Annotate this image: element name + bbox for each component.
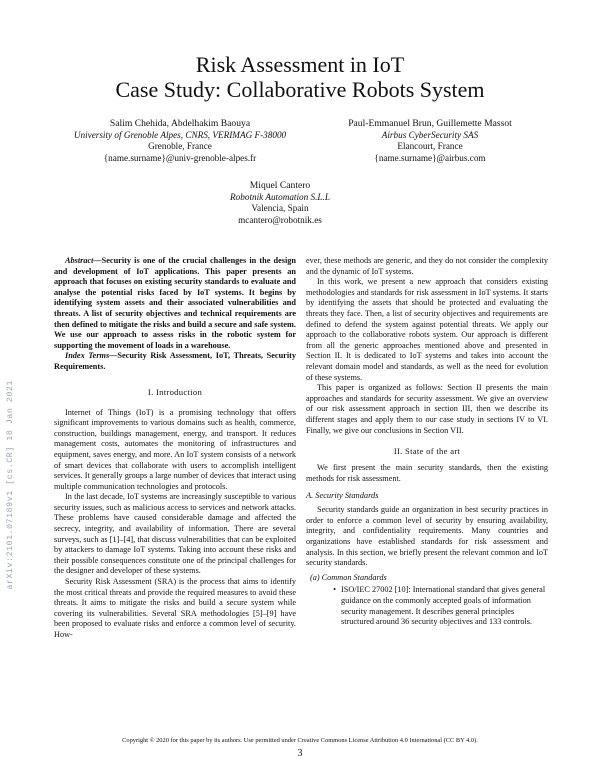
paragraph: In the last decade, IoT systems are increasingly susceptible to various security issues, such as malicious access to services and network attacks. These problems have caused considerable damage and affected the secrecy, integrity, and availability of information. There are several surveys, such as [1]–[4], that discuss vulnerabilities that can be exploited by attackers to damage IoT systems. Taking into account these risks and their possible consequences constitute one of the principal challenges for the designer and developer of these systems. — [54, 492, 296, 576]
author-location: Grenoble, France — [148, 141, 212, 152]
abstract-label: Abstract — [65, 256, 94, 265]
copyright-footer: Copyright © 2020 for this paper by its authors. Use permitted under Creative Commons License Attribution 4.0 International (CC BY 4.0). — [122, 737, 478, 744]
author-block-3 — [160, 180, 400, 226]
author-location: Elancourt, France — [397, 141, 463, 152]
paragraph: Security Risk Assessment (SRA) is the process that aims to identify the most critical threats and provide the required measures to avoid these threats. It aims to mitigate the risks and build a secure system while covering its vulnerabilities. Several SRA methodologies [5]–[9] have been proposed to evaluate risks and enforce a common level of security. How- — [54, 577, 296, 639]
paper-title — [0, 52, 600, 102]
author-affiliation: University of Grenoble Alpes, CNRS, VERIMAG F-38000 — [73, 129, 287, 140]
watermark-text: arXiv:2101.07189v1 [cs.CR] 18 Jan 2021 — [6, 380, 15, 590]
bullet-icon: • — [333, 585, 336, 595]
title-line-2: Case Study: Collaborative Robots System — [115, 77, 485, 102]
author-block-1 — [60, 118, 300, 164]
author-location: Valencia, Spain — [251, 203, 309, 214]
author-email: {name.surname}@univ-grenoble-alpes.fr — [103, 152, 257, 163]
list-item — [316, 585, 548, 627]
arxiv-watermark — [6, 380, 18, 680]
subsubsection-heading-common-standards: (a) Common Standards — [310, 572, 387, 582]
paragraph: Internet of Things (IoT) is a promising technology that offers significant improvements to various domains such as health, commerce, construction, buildings management, energy, and transport. It reduces management costs, automates the monitoring of infrastructures and equipment, saves energy, and more. An IoT system consists of a network of smart devices that collaborate with users to accomplish intelligent services. It generally groups a large number of devices that interact using multiple communication technologies and protocols. — [54, 407, 296, 491]
paragraph: In this work, we present a new approach that considers existing methodologies and standards for risk assessment in IoT systems. It starts by identifying the assets that should be protected and evaluating the threats they face. Then, a list of security objectives and requirements are defined to defend the system against potential threats. We apply our approach to the collaborative robots system. Our approach is different from all the generic approaches mentioned above and presented in Section II. It is dedicated to IoT systems and takes into account the relevant domain model and standards, as well as the need for evolution of these systems. — [306, 277, 548, 382]
right-column — [306, 256, 548, 628]
list-item-text: ISO/IEC 27002 [10]: International standard that gives general guidance on the commonly accepted goals of information security management. It describes general principles structured around 36 security objectives and 133 controls. — [341, 585, 546, 627]
left-column — [54, 256, 296, 641]
section-heading-introduction: I. Introduction — [147, 386, 203, 397]
paragraph: Security standards guide an organization in best security practices in order to enforce a common level of security by ensuring availability, integrity, and confidentiality requirements. Many countries and organizations have established standards for risk assessment and analysis. In this section, we briefly present the relevant common and IoT security standards. — [306, 505, 548, 568]
subsection-heading-security-standards: A. Security Standards — [306, 491, 379, 501]
author-names: Salim Chehida, Abdelhakim Baouya — [109, 118, 251, 129]
author-affiliation: Airbus CyberSecurity SAS — [381, 129, 479, 140]
abstract — [54, 256, 296, 351]
paragraph: This paper is organized as follows: Section II presents the main approaches and standards for security assessment. We give an overview of our risk assessment approach in section III, then we describe its different stages and apply them to our case study in sections IV to VI. Finally, we give our conclusions in Section VII. — [306, 383, 548, 435]
abstract-text: —Security is one of the crucial challenges in the design and development of IoT applications. This paper presents an approach that focuses on existing security standards to evaluate and analyse the potential risks faced by IoT systems. It begins by identifying system assets and their associated vulnerabilities and threats. A list of security objectives and technical requirements are then defined to mitigate the risks and build a secure and safe system. We use our approach to assess risks in the robotic system for supporting the movement of loads in a warehouse. — [54, 256, 296, 350]
page-number: 3 — [297, 748, 303, 759]
paragraph: We first present the main security standards, then the existing methods for risk assessment. — [306, 463, 548, 483]
author-email: mcantero@robotnik.es — [238, 214, 322, 225]
paragraph: ever, these methods are generic, and they do not consider the complexity and the dynamic of IoT systems. — [306, 256, 548, 276]
index-terms-label: Index Terms — [65, 351, 110, 361]
author-affiliation: Robotnik Automation S.L.L — [230, 191, 330, 202]
index-terms — [54, 351, 296, 372]
author-block-2 — [310, 118, 550, 164]
title-line-1: Risk Assessment in IoT — [195, 52, 405, 77]
author-email: {name.surname}@airbus.com — [374, 152, 486, 163]
section-heading-state-of-art: II. State of the art — [393, 446, 461, 457]
author-names: Paul-Emmanuel Brun, Guillemette Massot — [348, 118, 512, 129]
author-names: Miquel Cantero — [249, 180, 311, 191]
index-terms-text: —Security Risk Assessment, IoT, Threats, Security Requirements. — [54, 351, 296, 371]
